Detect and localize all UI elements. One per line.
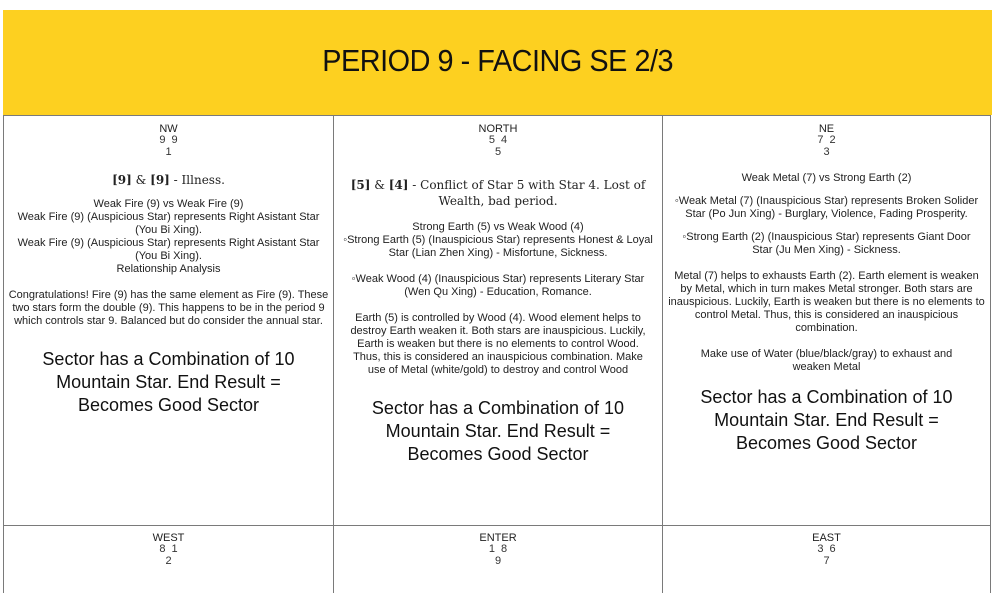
sector-result: Sector has a Combination of 10 Mountain Star. End Result = Becomes Good Sector (371, 398, 625, 464)
sector-name: NW (159, 123, 178, 135)
sector-result: Sector has a Combination of 10 Mountain Star. End Result = Becomes Good Sector (700, 387, 953, 453)
sector-stars: 9 9 (159, 134, 178, 146)
page-title: PERIOD 9 - FACING SE 2/3 (322, 42, 673, 78)
star-detail: Weak Fire (9) (Auspicious Star) represents Right Asistant Star (You Bi Xing). (17, 237, 320, 262)
analysis-heading: Relationship Analysis (116, 263, 221, 275)
element-comparison: Weak Fire (9) vs Weak Fire (9) (93, 198, 244, 210)
element-comparison: Weak Metal (7) vs Strong Earth (2) (741, 172, 912, 184)
star-detail: Weak Fire (9) (Auspicious Star) represents Right Asistant Star (You Bi Xing). (17, 211, 320, 236)
remedy: Make use of Water (blue/black/gray) to exhaust and weaken Metal (700, 348, 953, 373)
relationship-analysis: Earth (5) is controlled by Wood (4). Wood element helps to destroy Earth weaken it. Both stars are inauspicious. Luckily, Earth is weaken but there is no elements to control Wood. Thus, this is considered an inauspicious combination. Make use of Metal (white/gold) to destroy and control Wood (350, 312, 646, 376)
star-detail: ◦Strong Earth (5) (Inauspicious Star) represents Honest & Loyal Star (Lian Zhen Xing) - Misfortune, Sickness. (343, 234, 653, 259)
mountain-star: 5 (356, 178, 365, 192)
star-combination: [5] & [4] - Conflict of Star 5 with Star 4. Lost of Wealth, bad period. (350, 178, 646, 208)
water-star: 4 (394, 178, 403, 192)
sector-period-star: 1 (165, 146, 172, 158)
sector-name: EAST (812, 532, 841, 544)
star-detail: ◦Weak Metal (7) (Inauspicious Star) represents Broken Solider Star (Po Jun Xing) - Burglary, Violence, Fading Prosperity. (674, 195, 979, 220)
sector-period-star: 9 (494, 555, 502, 567)
sector-stars: 8 1 (159, 543, 178, 555)
sector-stars: 5 4 (488, 134, 508, 146)
sector-cell-east (663, 526, 990, 594)
star-detail: ◦Weak Wood (4) (Inauspicious Star) represents Literary Star (Wen Qu Xing) - Education, Romance. (351, 273, 645, 298)
sector-cell-nw (4, 116, 333, 525)
flying-star-grid (3, 115, 991, 593)
sector-name: NORTH (478, 123, 518, 135)
sector-stars: 1 8 (488, 543, 508, 555)
sector-period-star: 7 (823, 555, 830, 567)
mountain-star: 9 (117, 173, 127, 187)
star-detail: ◦Strong Earth (2) (Inauspicious Star) represents Giant Door Star (Ju Men Xing) - Sickness. (682, 231, 971, 256)
sector-name: NE (818, 123, 835, 135)
sector-period-star: 2 (165, 555, 172, 567)
sector-result: Sector has a Combination of 10 Mountain Star. End Result = Becomes Good Sector (42, 349, 295, 415)
sector-stars: 7 2 (817, 134, 836, 146)
sector-cell-north (334, 116, 662, 525)
header-banner (3, 10, 992, 115)
sector-stars: 3 6 (817, 543, 836, 555)
water-star: 9 (155, 173, 165, 187)
sector-cell-ne (663, 116, 990, 525)
sector-cell-west (4, 526, 333, 594)
sector-name: ENTER (479, 532, 517, 544)
sector-name: WEST (152, 532, 185, 544)
relationship-analysis: Congratulations! Fire (9) has the same element as Fire (9). These two stars form the double (9). This happens to be in the period 9 which controls star 9. Balanced but do consider the annual star. (8, 289, 329, 327)
sector-period-star: 3 (823, 146, 830, 158)
relationship-analysis: Metal (7) helps to exhausts Earth (2). Earth element is weaken by Metal, which in turn makes Metal stronger. Both stars are inauspicious. Luckily, Earth is weaken but there is no elements to control Metal. Thus, this is considered an inauspicious combination. (668, 270, 985, 334)
combination-description: - Illness. (169, 173, 225, 187)
combination-description: - Conflict of Star 5 with Star 4. Lost of Wealth, bad period. (408, 178, 646, 208)
element-comparison: Strong Earth (5) vs Weak Wood (4) (412, 221, 584, 233)
sector-period-star: 5 (494, 146, 502, 158)
star-combination: [9] & [9] - Illness. (112, 173, 225, 187)
sector-cell-enter (334, 526, 662, 594)
